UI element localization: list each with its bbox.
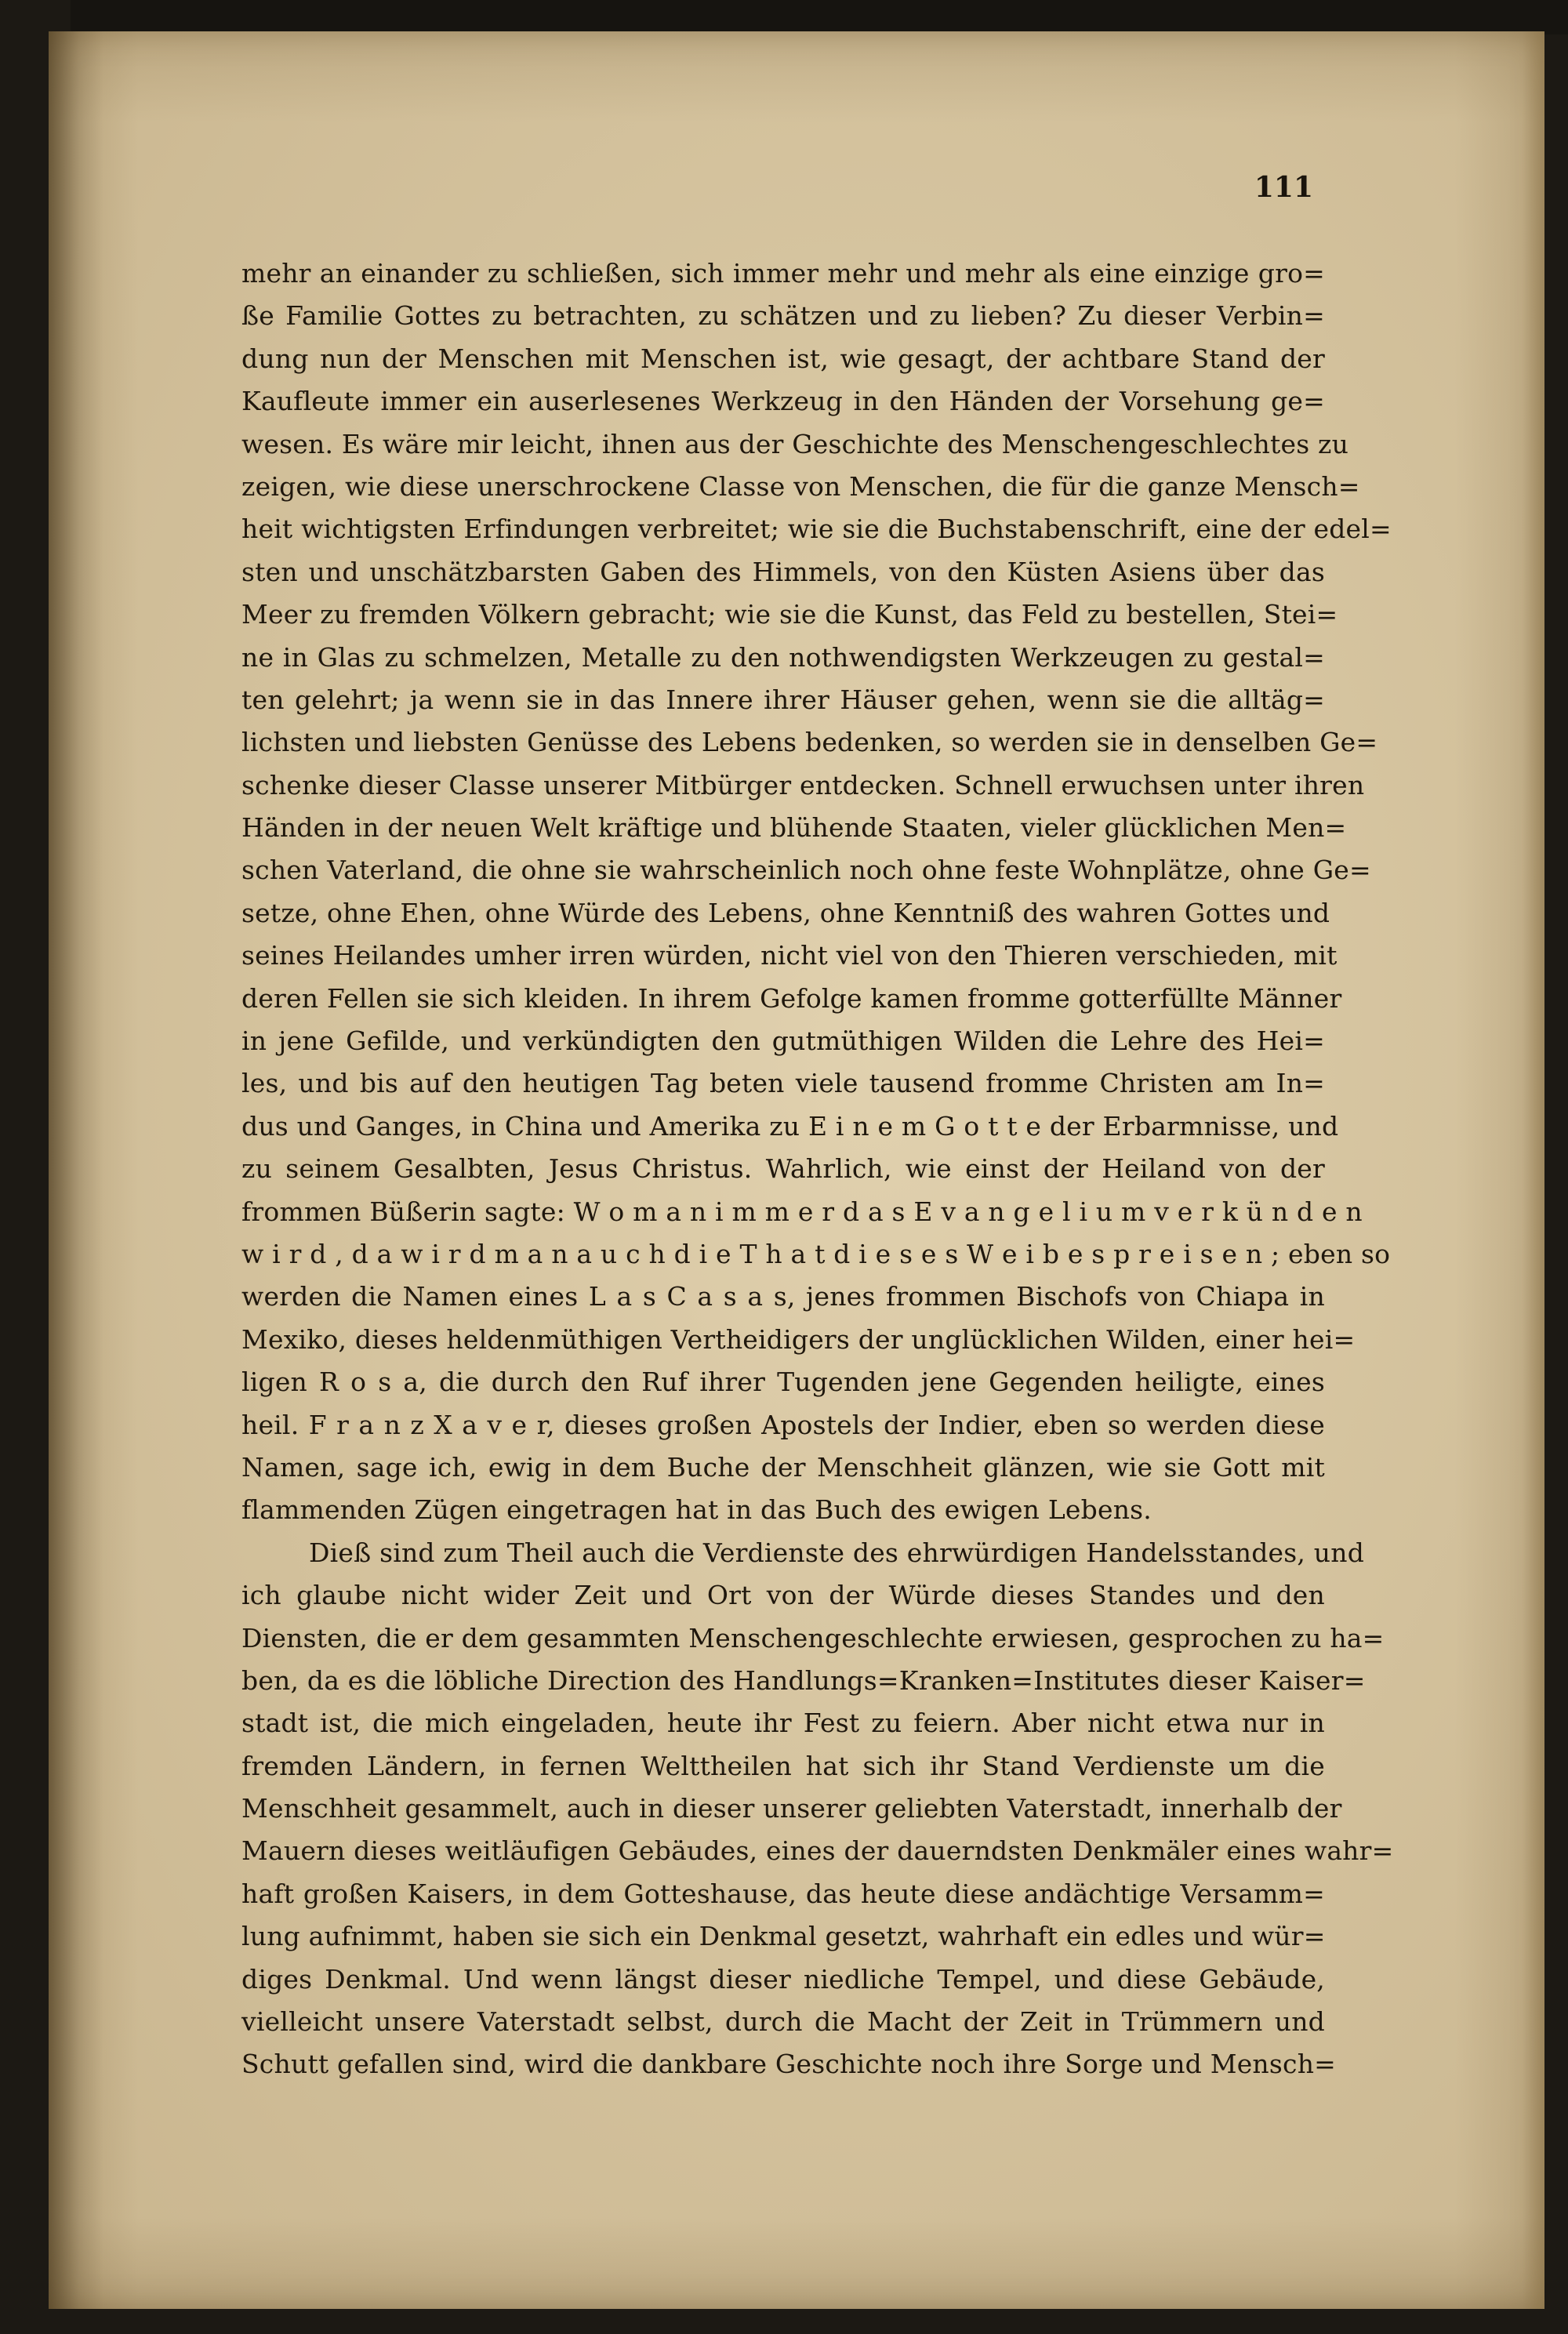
text-line: Schutt gefallen sind, wird die dankbare Geschichte noch ihre Sorge und Mensch= bbox=[241, 2049, 1336, 2080]
text-line: wesen. Es wäre mir leicht, ihnen aus der Geschichte des Menschengeschlechtes zu bbox=[241, 428, 1349, 459]
text-line: Kaufleute immer ein auserlesenes Werkzeug in den Händen der Vorsehung ge= bbox=[241, 386, 1325, 417]
text-line: lichsten und liebsten Genüsse des Lebens bedenken, so werden sie in denselben Ge= bbox=[241, 727, 1378, 758]
text-line: Namen, sage ich, ewig in dem Buche der Menschheit glänzen, wie sie Gott mit bbox=[241, 1451, 1325, 1483]
text-line: heit wichtigsten Erfindungen verbreitet; wie sie die Buchstabenschrift, eine der edel= bbox=[241, 514, 1392, 545]
text-line: setze, ohne Ehen, ohne Würde des Lebens, ohne Kenntniß des wahren Gottes und bbox=[241, 897, 1330, 928]
text-line: ne in Glas zu schmelzen, Metalle zu den nothwendigsten Werkzeugen zu gestal= bbox=[241, 641, 1325, 673]
text-line: zu seinem Gesalbten, Jesus Christus. Wahrlich, wie einst der Heiland von der bbox=[241, 1153, 1325, 1185]
text-line: frommen Büßerin sagte: W o m a n i m m e r d a s E v a n g e l i u m v e r k ü n d e n bbox=[241, 1196, 1363, 1227]
text-line: ben, da es die löbliche Direction des Handlungs=Kranken=Institutes dieser Kaiser= bbox=[241, 1664, 1366, 1696]
text-line: les, und bis auf den heutigen Tag beten viele tausend fromme Christen am In= bbox=[241, 1068, 1325, 1099]
text-line: ich glaube nicht wider Zeit und Ort von der Würde dieses Standes und den bbox=[241, 1580, 1325, 1611]
text-line: in jene Gefilde, und verkündigten den gutmüthigen Wilden die Lehre des Hei= bbox=[241, 1025, 1325, 1057]
scan-top-edge bbox=[71, 0, 1568, 34]
text-line: Diensten, die er dem gesammten Menschengeschlechte erwiesen, gesprochen zu ha= bbox=[241, 1622, 1385, 1653]
text-line: Meer zu fremden Völkern gebracht; wie sie die Kunst, das Feld zu bestellen, Stei= bbox=[241, 599, 1338, 630]
text-line: Menschheit gesammelt, auch in dieser unserer geliebten Vaterstadt, innerhalb der bbox=[241, 1793, 1342, 1824]
text-line: Dieß sind zum Theil auch die Verdienste des ehrwürdigen Handelsstandes, und bbox=[309, 1537, 1365, 1568]
text-line: haft großen Kaisers, in dem Gotteshause, das heute diese andächtige Versamm= bbox=[241, 1878, 1325, 1909]
page-fore-edge bbox=[1523, 31, 1544, 2309]
text-line: Händen in der neuen Welt kräftige und blühende Staaten, vieler glücklichen Men= bbox=[241, 812, 1347, 844]
text-line: flammenden Zügen eingetragen hat in das Buch des ewigen Lebens. bbox=[241, 1494, 1152, 1526]
text-line: werden die Namen eines L a s C a s a s, jenes frommen Bischofs von Chiapa in bbox=[241, 1281, 1325, 1312]
text-line: ten gelehrt; ja wenn sie in das Innere ihrer Häuser gehen, wenn sie die alltäg= bbox=[241, 684, 1325, 715]
text-line: Mauern dieses weitläufigen Gebäudes, eines der dauerndsten Denkmäler eines wahr= bbox=[241, 1835, 1394, 1867]
text-line: diges Denkmal. Und wenn längst dieser niedliche Tempel, und diese Gebäude, bbox=[241, 1963, 1325, 1995]
text-line: w i r d , d a w i r d m a n a u c h d i e T h a t d i e s e s W e i b e s p r e i s e n ; eben so bbox=[241, 1238, 1391, 1269]
text-line: dung nun der Menschen mit Menschen ist, wie gesagt, der achtbare Stand der bbox=[241, 343, 1325, 374]
text-line: schen Vaterland, die ohne sie wahrscheinlich noch ohne feste Wohnplätze, ohne Ge= bbox=[241, 855, 1371, 886]
body-text bbox=[241, 252, 1394, 2086]
text-line: lung aufnimmt, haben sie sich ein Denkmal gesetzt, wahrhaft ein edles und wür= bbox=[241, 1921, 1326, 1952]
text-line: heil. F r a n z X a v e r, dieses großen Apostels der Indier, eben so werden diese bbox=[241, 1409, 1325, 1440]
text-line: ligen R o s a, die durch den Ruf ihrer Tugenden jene Gegenden heiligte, eines bbox=[241, 1367, 1325, 1398]
text-line: zeigen, wie diese unerschrockene Classe von Menschen, die für die ganze Mensch= bbox=[241, 470, 1360, 502]
text-line: seines Heilandes umher irren würden, nicht viel von den Thieren verschieden, mit bbox=[241, 940, 1338, 971]
text-line: schenke dieser Classe unserer Mitbürger entdecken. Schnell erwuchsen unter ihren bbox=[241, 769, 1365, 800]
text-line: fremden Ländern, in fernen Welttheilen hat sich ihr Stand Verdienste um die bbox=[241, 1750, 1325, 1781]
text-line: ße Familie Gottes zu betrachten, zu schätzen und zu lieben? Zu dieser Verbin= bbox=[241, 300, 1325, 332]
spine-shadow bbox=[49, 31, 103, 2309]
text-line: Mexiko, dieses heldenmüthigen Vertheidigers der unglücklichen Wilden, einer hei= bbox=[241, 1323, 1356, 1355]
text-line: stadt ist, die mich eingeladen, heute ihr Fest zu feiern. Aber nicht etwa nur in bbox=[241, 1708, 1325, 1739]
page-number: 111 bbox=[1254, 171, 1313, 204]
text-line: vielleicht unsere Vaterstadt selbst, durch die Macht der Zeit in Trümmern und bbox=[241, 2006, 1325, 2038]
text-line: dus und Ganges, in China und Amerika zu E i n e m G o t t e der Erbarmnisse, und bbox=[241, 1110, 1339, 1142]
text-line: mehr an einander zu schließen, sich immer mehr und mehr als eine einzige gro= bbox=[241, 258, 1325, 289]
text-line: sten und unschätzbarsten Gaben des Himmels, von den Küsten Asiens über das bbox=[241, 556, 1325, 587]
text-line: deren Fellen sie sich kleiden. In ihrem Gefolge kamen fromme gotterfüllte Männer bbox=[241, 982, 1342, 1014]
